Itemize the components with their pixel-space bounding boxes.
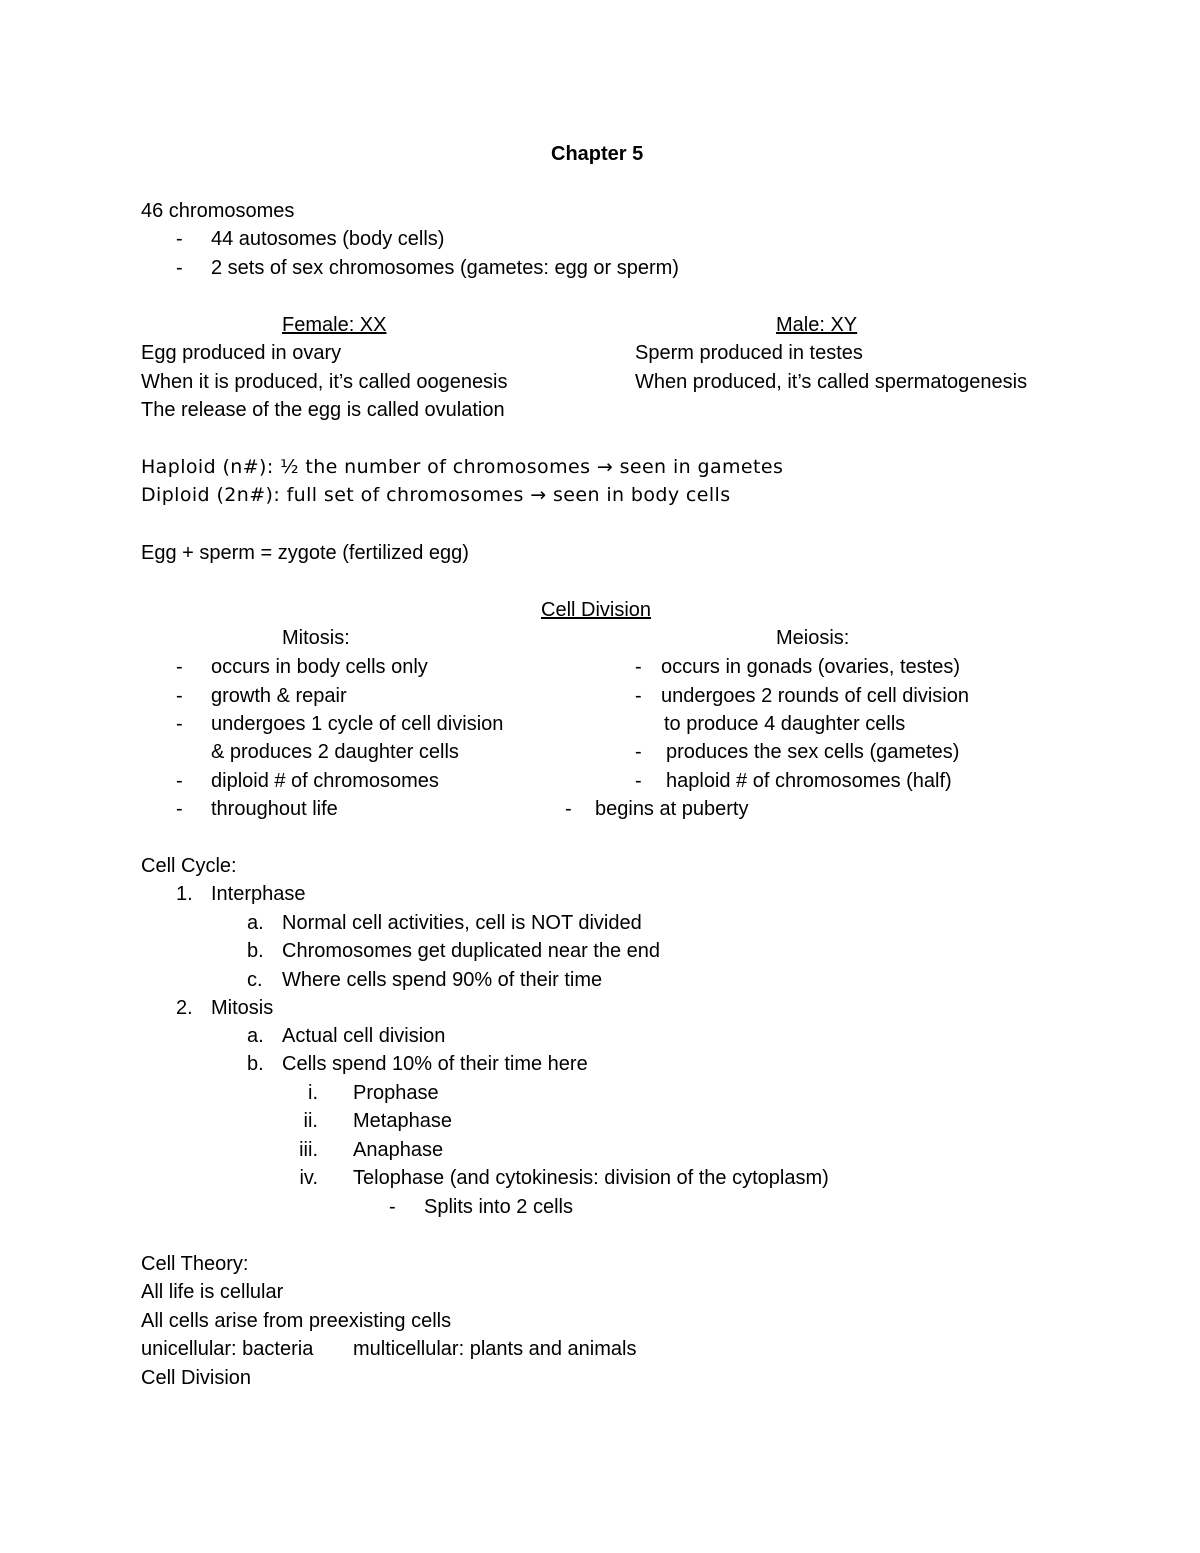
list-item-text: begins at puberty <box>595 798 749 820</box>
bullet-dash: - <box>565 798 572 820</box>
meiosis-heading: Meiosis: <box>776 627 850 649</box>
list-item-text: 44 autosomes (body cells) <box>211 228 445 250</box>
bullet-dash: - <box>635 741 642 763</box>
list-item-text: occurs in body cells only <box>211 656 428 678</box>
cell-theory-heading: Cell Theory: <box>141 1253 249 1275</box>
stage-number: ii. <box>303 1110 318 1132</box>
female-line: When it is produced, it’s called oogenesis <box>141 371 508 393</box>
stage-text: Anaphase <box>353 1139 444 1161</box>
bullet-dash: - <box>176 257 183 279</box>
unicellular-example: unicellular: bacteria <box>141 1338 314 1360</box>
cell-division-heading: Cell Division <box>541 599 652 621</box>
stage-number: i. <box>308 1082 318 1104</box>
stage-text: Metaphase <box>353 1110 452 1132</box>
list-item-text: diploid # of chromosomes <box>211 770 439 792</box>
bullet-dash: - <box>176 798 183 820</box>
bullet-dash: - <box>176 228 183 250</box>
female-heading: Female: XX <box>282 314 387 336</box>
sub-text: Normal cell activities, cell is NOT divided <box>282 912 642 934</box>
sub-letter: b. <box>247 940 264 962</box>
female-line: The release of the egg is called ovulation <box>141 399 505 421</box>
list-item-continuation: & produces 2 daughter cells <box>211 741 459 763</box>
list-item-continuation: to produce 4 daughter cells <box>664 713 906 735</box>
stage-text: Telophase (and cytokinesis: division of the cytoplasm) <box>353 1167 829 1189</box>
stage-number: iv. <box>299 1167 318 1189</box>
bullet-dash: - <box>176 685 183 707</box>
phase-name: Interphase <box>211 883 306 905</box>
list-item-text: haploid # of chromosomes (half) <box>666 770 952 792</box>
zygote-equation: Egg + sperm = zygote (fertilized egg) <box>141 542 469 564</box>
list-item-text: undergoes 2 rounds of cell division <box>661 685 969 707</box>
cell-cycle-heading: Cell Cycle: <box>141 855 237 877</box>
list-item-text: undergoes 1 cycle of cell division <box>211 713 504 735</box>
bullet-dash: - <box>389 1196 396 1218</box>
phase-number: 2. <box>176 997 193 1019</box>
female-line: Egg produced in ovary <box>141 342 342 364</box>
cell-theory-line: Cell Division <box>141 1367 252 1389</box>
cell-theory-line: All cells arise from preexisting cells <box>141 1310 452 1332</box>
list-item-text: throughout life <box>211 798 338 820</box>
cell-theory-line: All life is cellular <box>141 1281 284 1303</box>
stage-number: iii. <box>299 1139 318 1161</box>
page-title: Chapter 5 <box>551 143 644 165</box>
stage-text: Prophase <box>353 1082 439 1104</box>
bullet-dash: - <box>176 770 183 792</box>
list-item-text: produces the sex cells (gametes) <box>666 741 960 763</box>
diploid-definition: Diploid (2n#): full set of chromosomes → seen in body cells <box>141 484 731 506</box>
phase-name: Mitosis <box>211 997 274 1019</box>
sub-letter: a. <box>247 1025 264 1047</box>
bullet-dash: - <box>176 656 183 678</box>
mitosis-heading: Mitosis: <box>282 627 350 649</box>
sub-text: Where cells spend 90% of their time <box>282 969 603 991</box>
sub-letter: c. <box>247 969 263 991</box>
multicellular-example: multicellular: plants and animals <box>353 1338 637 1360</box>
male-line: Sperm produced in testes <box>635 342 863 364</box>
male-heading: Male: XY <box>776 314 858 336</box>
list-item-text: growth & repair <box>211 685 347 707</box>
sub-text: Actual cell division <box>282 1025 446 1047</box>
list-item-text: occurs in gonads (ovaries, testes) <box>661 656 961 678</box>
list-item-text: 2 sets of sex chromosomes (gametes: egg or sperm) <box>211 257 679 279</box>
chromosomes-heading: 46 chromosomes <box>141 200 295 222</box>
sub-letter: a. <box>247 912 264 934</box>
haploid-definition: Haploid (n#): ½ the number of chromosomes → seen in gametes <box>141 456 784 478</box>
phase-number: 1. <box>176 883 193 905</box>
list-item-text: Splits into 2 cells <box>424 1196 573 1218</box>
bullet-dash: - <box>176 713 183 735</box>
bullet-dash: - <box>635 770 642 792</box>
sub-letter: b. <box>247 1053 264 1075</box>
bullet-dash: - <box>635 685 642 707</box>
bullet-dash: - <box>635 656 642 678</box>
sub-text: Cells spend 10% of their time here <box>282 1053 588 1075</box>
sub-text: Chromosomes get duplicated near the end <box>282 940 661 962</box>
male-line: When produced, it’s called spermatogenesis <box>635 371 1028 393</box>
